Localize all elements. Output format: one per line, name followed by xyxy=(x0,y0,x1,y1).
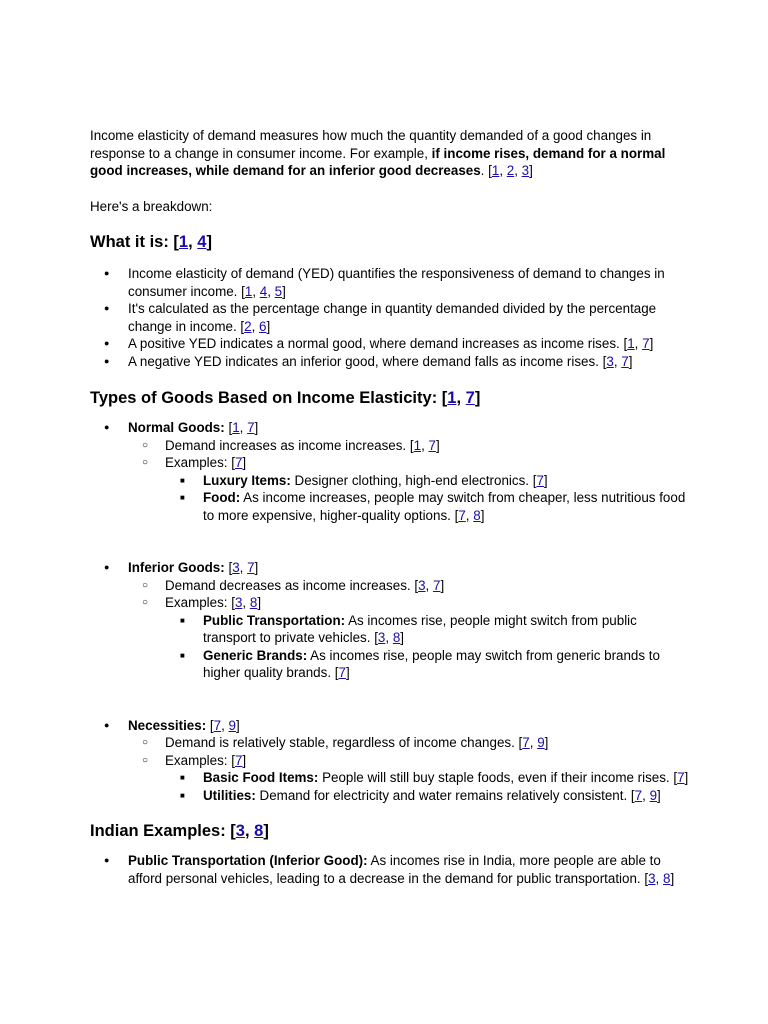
heading-indian-examples: Indian Examples: [3, 8] xyxy=(90,822,269,840)
citation-link[interactable]: 3 xyxy=(234,595,243,610)
example-label: Generic Brands: xyxy=(203,647,308,663)
citation-link[interactable]: 7 xyxy=(458,507,466,523)
list-item-text: It's calculated as the percentage change in quantity demanded divided by the percentage change in income. xyxy=(128,301,657,334)
citation-link[interactable]: 9 xyxy=(649,787,658,803)
citation-link[interactable]: 2 xyxy=(506,163,515,178)
citation-link[interactable]: 7 xyxy=(465,389,475,407)
citation-refs: [7] xyxy=(532,472,548,488)
citation-link[interactable]: 4 xyxy=(197,233,207,251)
goods-type-item xyxy=(90,419,690,524)
citation-link[interactable]: 7 xyxy=(338,665,346,680)
examples-list xyxy=(165,612,690,682)
citation-refs: [7, 9] xyxy=(209,717,240,733)
example-text: Demand for electricity and water remains relatively consistent. xyxy=(255,787,631,803)
citation-link[interactable]: 8 xyxy=(663,870,671,886)
goods-type-label: Necessities: xyxy=(128,717,207,733)
example-item xyxy=(165,489,690,524)
citation-link[interactable]: 8 xyxy=(249,595,258,610)
heading-what-it-is: What it is: [1, 4] xyxy=(90,233,212,251)
goods-type-label: Normal Goods: xyxy=(128,420,225,435)
example-text: As incomes rise, people might switch from public transport to private vehicles. xyxy=(203,612,637,645)
citation-link[interactable]: 3 xyxy=(235,822,245,840)
citation-refs: [1, 2, 3] xyxy=(488,163,533,178)
citation-link[interactable]: 7 xyxy=(234,455,243,470)
citation-refs: [7, 8] xyxy=(454,507,485,523)
citation-refs: [3, 7] xyxy=(228,560,259,575)
examples-label: Examples: xyxy=(165,752,232,768)
citation-link[interactable]: 7 xyxy=(522,735,530,750)
goods-type-description: Demand decreases as income increases. xyxy=(165,577,415,593)
example-item xyxy=(165,787,690,805)
citation-link[interactable]: 2 xyxy=(244,318,252,334)
citation-refs: [7] xyxy=(334,665,350,680)
citation-link[interactable]: 7 xyxy=(428,437,436,453)
example-text: As incomes rise, people may switch from generic brands to higher quality brands. xyxy=(203,647,660,680)
list-item xyxy=(128,577,690,595)
intro-bold-text: if income rises, demand for a normal good increases, while demand for an inferior good decreases xyxy=(90,145,666,178)
list-item xyxy=(90,852,690,887)
example-label: Utilities: xyxy=(203,787,256,803)
citation-link[interactable]: 8 xyxy=(473,507,481,523)
list-item xyxy=(128,454,690,524)
example-text: Designer clothing, high-end electronics. xyxy=(290,472,533,488)
types-of-goods-list xyxy=(90,419,690,804)
example-label: Luxury Items: xyxy=(203,472,291,488)
citation-link[interactable]: 3 xyxy=(648,870,656,886)
citation-link[interactable]: 7 xyxy=(247,560,255,575)
goods-type-details xyxy=(128,437,690,525)
citation-link[interactable]: 1 xyxy=(244,283,253,299)
citation-link[interactable]: 4 xyxy=(259,283,268,299)
list-item xyxy=(128,594,690,682)
examples-list xyxy=(165,769,690,804)
citation-link[interactable]: 3 xyxy=(232,560,240,575)
goods-type-item xyxy=(90,559,690,682)
citation-refs: [7] xyxy=(673,770,689,785)
citation-link[interactable]: 1 xyxy=(447,389,457,407)
example-item xyxy=(165,472,690,490)
example-item xyxy=(165,769,690,787)
citation-link[interactable]: 7 xyxy=(642,336,650,351)
examples-label: Examples: xyxy=(165,455,232,470)
citation-refs: [1, 4, 5] xyxy=(241,283,286,299)
citation-refs: [3, 8] xyxy=(374,630,405,645)
citation-link[interactable]: 6 xyxy=(259,318,267,334)
example-label: Public Transportation: xyxy=(203,612,346,628)
example-label: Food: xyxy=(203,490,241,505)
heading-types-of-goods: Types of Goods Based on Income Elasticity: [1, 7] xyxy=(90,389,481,407)
citation-link[interactable]: 3 xyxy=(521,163,530,178)
citation-refs: [2, 6] xyxy=(240,318,271,334)
list-item xyxy=(128,752,690,805)
citation-refs: [1, 4] xyxy=(173,233,212,251)
citation-link[interactable]: 7 xyxy=(234,752,243,768)
citation-link[interactable]: 3 xyxy=(418,577,426,593)
breakdown-text: Here's a breakdown: xyxy=(90,198,213,214)
spacer xyxy=(90,524,690,559)
citation-link[interactable]: 1 xyxy=(178,233,189,251)
citation-link[interactable]: 7 xyxy=(536,472,544,488)
list-item-text: As incomes rise in India, more people are able to afford personal vehicles, leading to a decrease in the demand for public transportation. xyxy=(128,853,661,886)
citation-refs: [7] xyxy=(231,455,247,470)
citation-link[interactable]: 9 xyxy=(228,717,236,733)
example-item xyxy=(165,612,690,647)
goods-type-label: Inferior Goods: xyxy=(128,560,225,575)
citation-link[interactable]: 9 xyxy=(537,735,545,750)
citation-link[interactable]: 7 xyxy=(621,353,629,369)
list-item xyxy=(128,437,690,455)
citation-refs: [1, 7] xyxy=(228,420,259,435)
citation-link[interactable]: 1 xyxy=(232,420,240,435)
citation-refs: [1, 7] xyxy=(409,437,440,453)
citation-refs: [3, 8] xyxy=(231,595,262,610)
list-item xyxy=(128,734,690,752)
goods-type-description: Demand increases as income increases. xyxy=(165,437,410,453)
examples-label: Examples: xyxy=(165,595,232,610)
spacer xyxy=(90,682,690,717)
list-item-label: Public Transportation (Inferior Good): xyxy=(128,853,368,868)
list-item xyxy=(90,265,690,300)
list-item-text: A positive YED indicates a normal good, where demand increases as income rises. xyxy=(128,336,624,351)
citation-link[interactable]: 7 xyxy=(677,770,685,785)
goods-type-description: Demand is relatively stable, regardless of income changes. xyxy=(165,735,519,750)
goods-type-details xyxy=(128,577,690,682)
intro-text: Income elasticity of demand measures how much the quantity demanded of a good changes in response to a change in consumer income. For example, xyxy=(90,128,652,161)
list-item-text: Income elasticity of demand (YED) quantifies the responsiveness of demand to changes in consumer income. xyxy=(128,266,665,299)
goods-type-details xyxy=(128,734,690,804)
list-item xyxy=(90,353,690,371)
what-it-is-list xyxy=(90,265,690,370)
citation-refs: [1, 7] xyxy=(441,389,481,407)
citation-link[interactable]: 1 xyxy=(491,163,500,178)
example-text: As income increases, people may switch from cheaper, less nutritious food to more expensive, higher-quality options. xyxy=(203,490,686,523)
list-item-text: A negative YED indicates an inferior good, where demand falls as income rises. xyxy=(128,353,603,369)
intro-paragraph: Income elasticity of demand measures how much the quantity demanded of a good changes in response to a change in consumer income. For example, if income rises, demand for a normal good increases, while demand for an inferior good decreases. [1, 2, 3] xyxy=(90,128,666,178)
list-item xyxy=(90,335,690,353)
citation-link[interactable]: 8 xyxy=(392,630,401,645)
citation-link[interactable]: 7 xyxy=(634,787,643,803)
list-item xyxy=(90,300,690,335)
citation-refs: [7] xyxy=(231,752,247,768)
goods-type-item xyxy=(90,717,690,805)
citation-refs: [3, 8] xyxy=(230,822,269,840)
citation-refs: [3, 7] xyxy=(602,353,633,369)
citation-link[interactable]: 7 xyxy=(432,577,441,593)
citation-refs: [3, 8] xyxy=(644,870,675,886)
citation-refs: [7, 9] xyxy=(518,735,549,750)
citation-link[interactable]: 5 xyxy=(274,283,283,299)
document-body xyxy=(90,127,690,887)
citation-refs: [1, 7] xyxy=(623,336,654,351)
example-label: Basic Food Items: xyxy=(203,770,319,785)
citation-refs: [3, 7] xyxy=(414,577,445,593)
citation-refs: [7, 9] xyxy=(630,787,661,803)
citation-link[interactable]: 1 xyxy=(413,437,422,453)
citation-link[interactable]: 8 xyxy=(254,822,264,840)
citation-link[interactable]: 3 xyxy=(377,630,386,645)
citation-link[interactable]: 1 xyxy=(627,336,635,351)
citation-link[interactable]: 7 xyxy=(213,717,222,733)
citation-link[interactable]: 3 xyxy=(606,353,614,369)
example-item xyxy=(165,647,690,682)
indian-examples-list xyxy=(90,852,690,887)
citation-link[interactable]: 7 xyxy=(247,420,255,435)
example-text: People will still buy staple foods, even if their income rises. xyxy=(318,770,674,785)
examples-list xyxy=(165,472,690,525)
